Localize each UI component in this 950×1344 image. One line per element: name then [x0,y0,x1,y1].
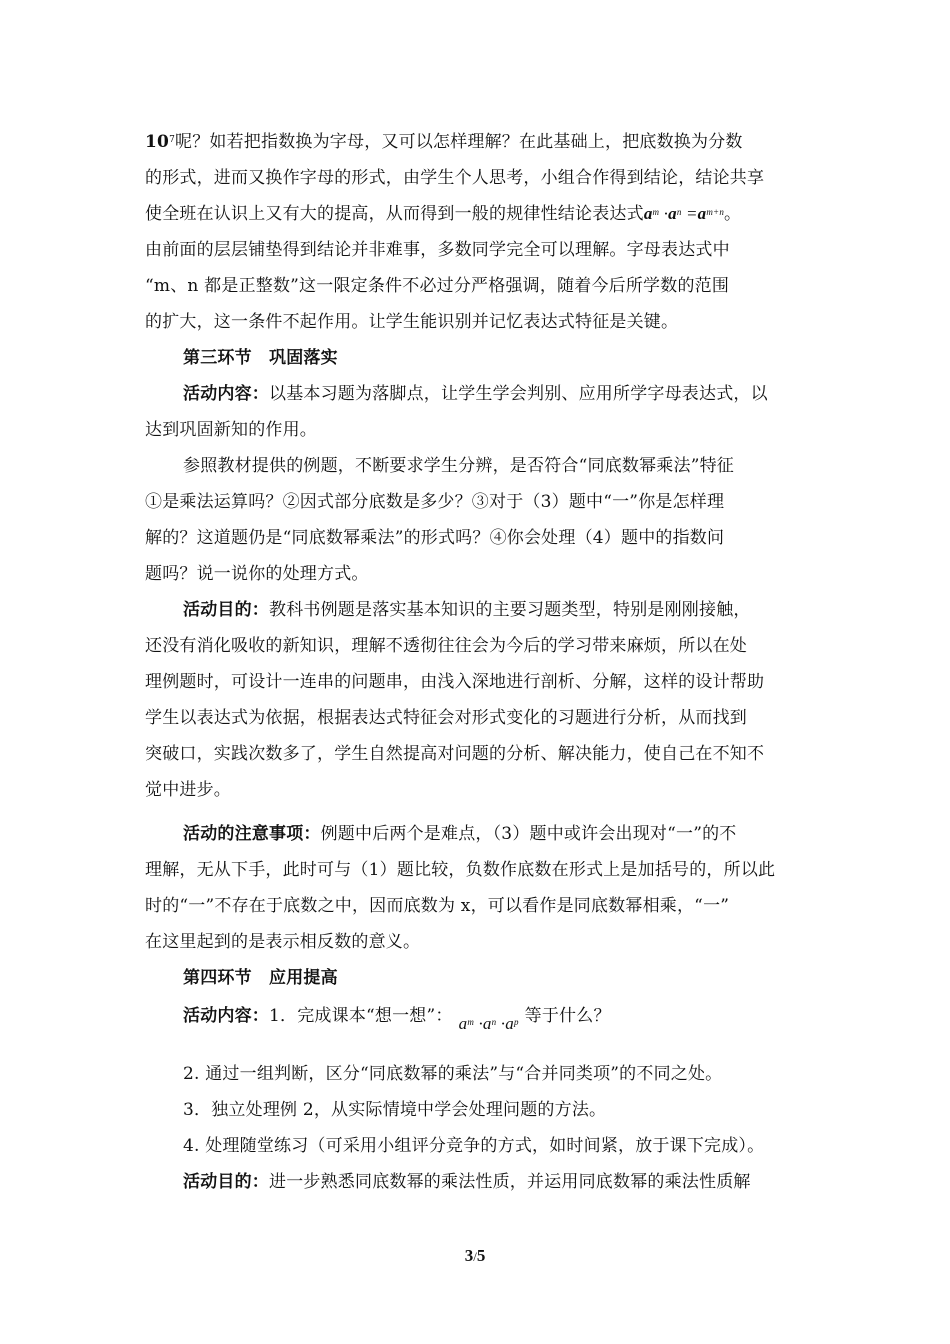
text: 。 [724,204,742,224]
label: 活动内容： [183,1006,269,1026]
label: 活动目的： [183,600,269,620]
paragraph-line [183,1170,853,1194]
section-heading: 第三环节 巩固落实 [183,348,338,368]
text: 使全班在认识上又有大的提高，从而得到一般的规律性结论表达式 [145,204,644,224]
paragraph-line: 突破口，实践次数多了，学生自然提高对问题的分析、解决能力，使自己在不知不 [145,744,765,764]
paragraph-line: 3．独立处理例 2，从实际情境中学会处理问题的方法。 [183,1100,607,1120]
paragraph-line: 题吗？说一说你的处理方式。 [145,564,369,584]
paragraph-line: 参照教材提供的例题，不断要求学生分辨，是否符合“同底数幂乘法”特征 [183,456,734,476]
paragraph-line: 在这里起到的是表示相反数的意义。 [145,932,421,952]
paragraph-line: “m、n 都是正整数”这一限定条件不必过分严格强调，随着今后所学数的范围 [145,276,730,296]
paragraph-line: ①是乘法运算吗？②因式部分底数是多少？③对于（3）题中“一”你是怎样理 [145,492,725,512]
text: 进一步熟悉同底数幂的乘法性质，并运用同底数幂的乘法性质解 [269,1172,751,1192]
paragraph-line: 理例题时，可设计一连串的问题串，由浅入深地进行剖析、分解，这样的设计帮助 [145,672,765,692]
exponent: 7 [169,135,175,145]
text: 呢？如若把指数换为字母，又可以怎样理解？在此基础上，把底数换为分数 [175,132,743,152]
paragraph-line: 还没有消化吸收的新知识，理解不透彻往往会为今后的学习带来麻烦，所以在处 [145,636,747,656]
paragraph-line: 理解，无从下手，此时可与（1）题比较，负数作底数在形式上是加括号的，所以此 [145,860,776,880]
paragraph-line: 的扩大，这一条件不起作用。让学生能识别并记忆表达式特征是关键。 [145,312,679,332]
paragraph-line [183,598,853,622]
paragraph-line: 觉中进步。 [145,780,231,800]
current-page: 3 [464,1246,474,1265]
label: 活动目的： [183,1172,269,1192]
paragraph-line: 的形式，进而又换作字母的形式，由学生个人思考，小组合作得到结论，结论共享 [145,168,765,188]
text: 以基本习题为落脚点，让学生学会判别、应用所学字母表达式，以 [269,384,768,404]
label: 活动的注意事项： [183,824,321,844]
paragraph-line: 4. 处理随堂练习（可采用小组评分竞争的方式，如时间紧，放于课下完成）。 [183,1136,765,1156]
formula-three-powers: $a^m \cdot a^n \cdot a^p$ [458,1014,519,1033]
formula-product-rule: $a^m \cdot a^n =a^{m+n}$ [643,204,725,223]
paragraph-line: 解的？这道题仍是“同底数幂乘法”的形式吗？④你会处理（4）题中的指数问 [145,528,725,548]
paragraph-line [183,382,853,406]
page-separator: / [473,1249,477,1264]
paragraph-line: 时的“一”不存在于底数之中，因而底数为 x，可以看作是同底数幂相乘，“一” [145,896,730,916]
paragraph-line [183,822,853,846]
label: 活动内容： [183,384,269,404]
text: 教科书例题是落实基本知识的主要习题类型，特别是刚刚接触， [269,600,751,620]
page-number [0,1246,950,1266]
paragraph-line: 2. 通过一组判断，区分“同底数幂的乘法”与“合并同类项”的不同之处。 [183,1064,723,1084]
paragraph-line: 由前面的层层铺垫得到结论并非难事，多数同学完全可以理解。字母表达式中 [145,240,730,260]
paragraph-line: 学生以表达式为依据，根据表达式特征会对形式变化的习题进行分析，从而找到 [145,708,747,728]
paragraph-line: 达到巩固新知的作用。 [145,420,317,440]
text: 等于什么？ [524,1006,611,1026]
section-heading: 第四环节 应用提高 [183,968,338,988]
number-base: 10 [145,132,170,152]
paragraph-line [145,202,815,226]
text: 1．完成课本“想一想”： [269,1006,453,1026]
paragraph-line [183,1004,853,1033]
paragraph-line [145,130,815,154]
total-pages: 5 [476,1246,486,1265]
text: 例题中后两个是难点，（3）题中或许会出现对“一”的不 [320,824,737,844]
